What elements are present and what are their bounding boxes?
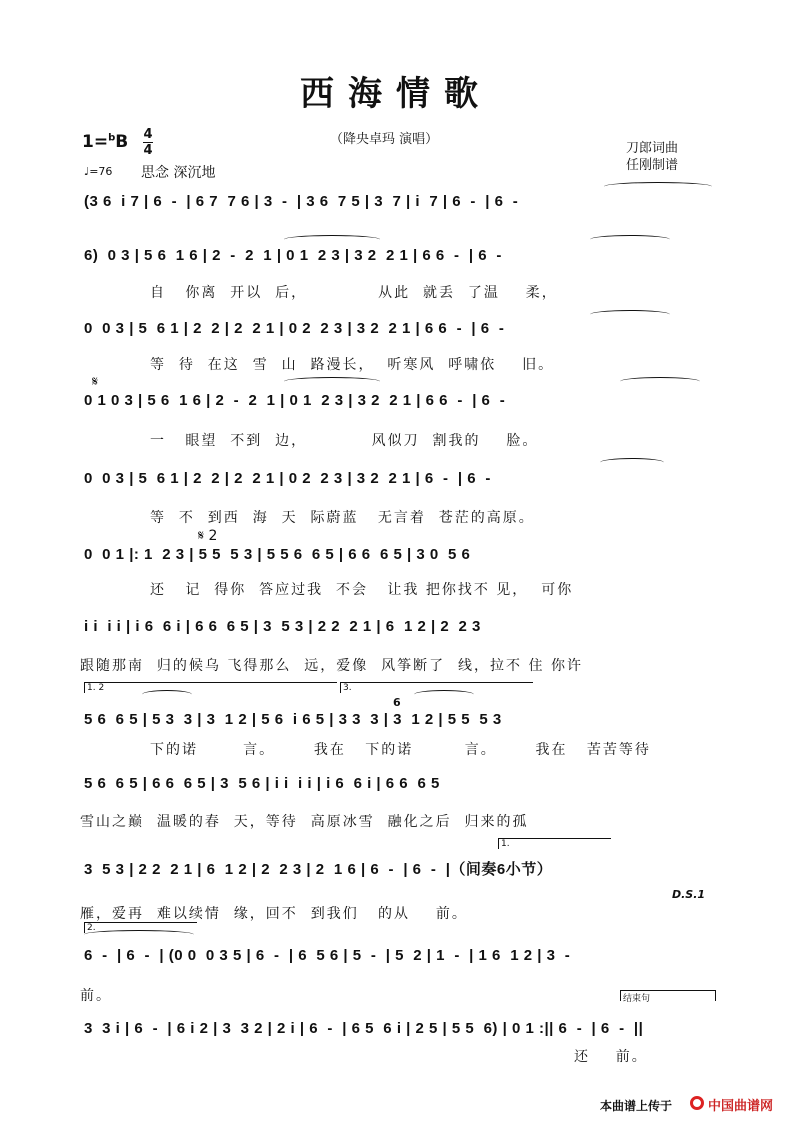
volta-3: 3. [340,682,533,693]
key-label: 1= [82,132,109,152]
score-lyrics-line: 跟随那南 归的候乌 飞得那么 远，爱像 风筝断了 线，拉不 住 你许 [80,658,583,674]
score-notes-line: (3 6 i 7 | 6 - | 6 7 7 6 | 3 - | 3 6 7 5 | 3 7 | i 7 | 6 - | 6 - [84,193,519,210]
slur-arc [284,377,380,386]
segno-1: 𝄋 [92,374,99,390]
arranger-credit: 任刚制谱 [626,158,679,173]
site-logo-icon [690,1096,704,1110]
grace-note: 6 [393,696,401,709]
key-flat: b [108,132,116,144]
lyrics-music-credit: 刀郎词曲 [626,141,679,156]
dal-segno: D.S.1 [672,888,706,901]
time-top: 4 [143,127,153,142]
score-notes-line: 6) 0 3 | 5 6 1 6 | 2 - 2 1 | 0 1 2 3 | 3 2 2 1 | 6 6 - | 6 - [84,247,502,264]
song-title: 西海情歌 [300,74,492,114]
score-notes-line: 0 0 3 | 5 6 1 | 2 2 | 2 2 1 | 0 2 2 3 | 3 2 2 1 | 6 6 - | 6 - [84,320,505,337]
credits [626,140,678,174]
time-signature [143,128,153,157]
score-lyrics-line: 还 前。 [574,1049,648,1065]
site-name[interactable]: 中国曲谱网 [708,1099,774,1114]
key-signature [82,132,128,152]
slur-arc [284,235,380,244]
slur-arc [590,235,670,244]
slur-arc [84,930,194,939]
score-lyrics-line: 等 不 到西 海 天 际蔚蓝 无言着 苍茫的高原。 [150,510,535,526]
score-lyrics-line: 前。 [80,988,112,1004]
score-notes-line: 0 0 3 | 5 6 1 | 2 2 | 2 2 1 | 0 2 2 3 | 3 2 2 1 | 6 - | 6 - [84,470,491,487]
slur-arc [620,377,700,386]
tempo-mark: ♩=76 [84,165,113,178]
ending-bracket: 结束句 [620,990,716,1001]
score-lyrics-line: 还 记 得你 答应过我 不会 让我 把你找不 见， 可你 [150,582,574,598]
segno-2: 𝄋 2 [198,528,218,544]
score-lyrics-line: 一 眼望 不到 边， 风似刀 割我的 脸。 [150,433,539,449]
footer-text: 本曲谱上传于 [600,1099,673,1113]
score-lyrics-line: 等 待 在这 雪 山 路漫长， 听寒风 呼啸依 旧。 [150,357,555,373]
score-lyrics-line: 下的诺 言。 我在 下的诺 言。 我在 苦苦等待 [150,742,651,758]
volta-1: 1. [498,838,611,849]
slur-arc [414,690,474,699]
time-bottom: 4 [143,143,153,158]
score-notes-line: 3 5 3 | 2 2 2 1 | 6 1 2 | 2 2 3 | 2 1 6 | 6 - | 6 - |（间奏6小节） [84,861,553,878]
volta-1-2: 1. 2 [84,682,337,693]
volta-2: 2. [84,922,197,933]
score-notes-line: 0 0 1 |: 1 2 3 | 5 5 5 3 | 5 5 6 6 5 | 6 6 6 5 | 3 0 5 6 [84,546,471,563]
score-notes-line: i i i i | i 6 6 i | 6 6 6 5 | 3 5 3 | 2 2 2 1 | 6 1 2 | 2 2 3 [84,618,481,635]
score-notes-line: 6 - | 6 - | (0 0 0 3 5 | 6 - | 6 5 6 | 5 - | 5 2 | 1 - | 1 6 1 2 | 3 - [84,947,571,964]
slur-arc [142,690,192,699]
slur-arc [590,310,670,319]
score-notes-line: 5 6 6 5 | 6 6 6 5 | 3 5 6 | i i i i | i 6 6 i | 6 6 6 5 [84,775,440,792]
slur-arc [604,182,712,191]
key-note: B [115,132,129,152]
score-notes-line: 3 3 i | 6 - | 6 i 2 | 3 3 2 | 2 i | 6 - | 6 5 6 i | 2 5 | 5 5 6) | 0 1 :|| 6 - | 6 - || [84,1020,644,1037]
score-lyrics-line: 雪山之巅 温暖的春 天，等待 高原冰雪 融化之后 归来的孤 [80,814,529,830]
performer-note: （降央卓玛 演唱） [330,132,439,147]
score-lyrics-line: 雁，爱再 难以续情 缘，回不 到我们 的从 前。 [80,906,468,922]
score-lyrics-line: 自 你离 开以 后， 从此 就丢 了温 柔， [150,285,558,301]
expression-mark: 思念 深沉地 [141,165,216,181]
score-notes-line: 0 1 0 3 | 5 6 1 6 | 2 - 2 1 | 0 1 2 3 | 3 2 2 1 | 6 6 - | 6 - [84,392,506,409]
slur-arc [600,458,664,467]
score-notes-line: 5 6 6 5 | 5 3 3 | 3 1 2 | 5 6 i 6 5 | 3 3 3 | 3 1 2 | 5 5 5 3 [84,711,502,728]
